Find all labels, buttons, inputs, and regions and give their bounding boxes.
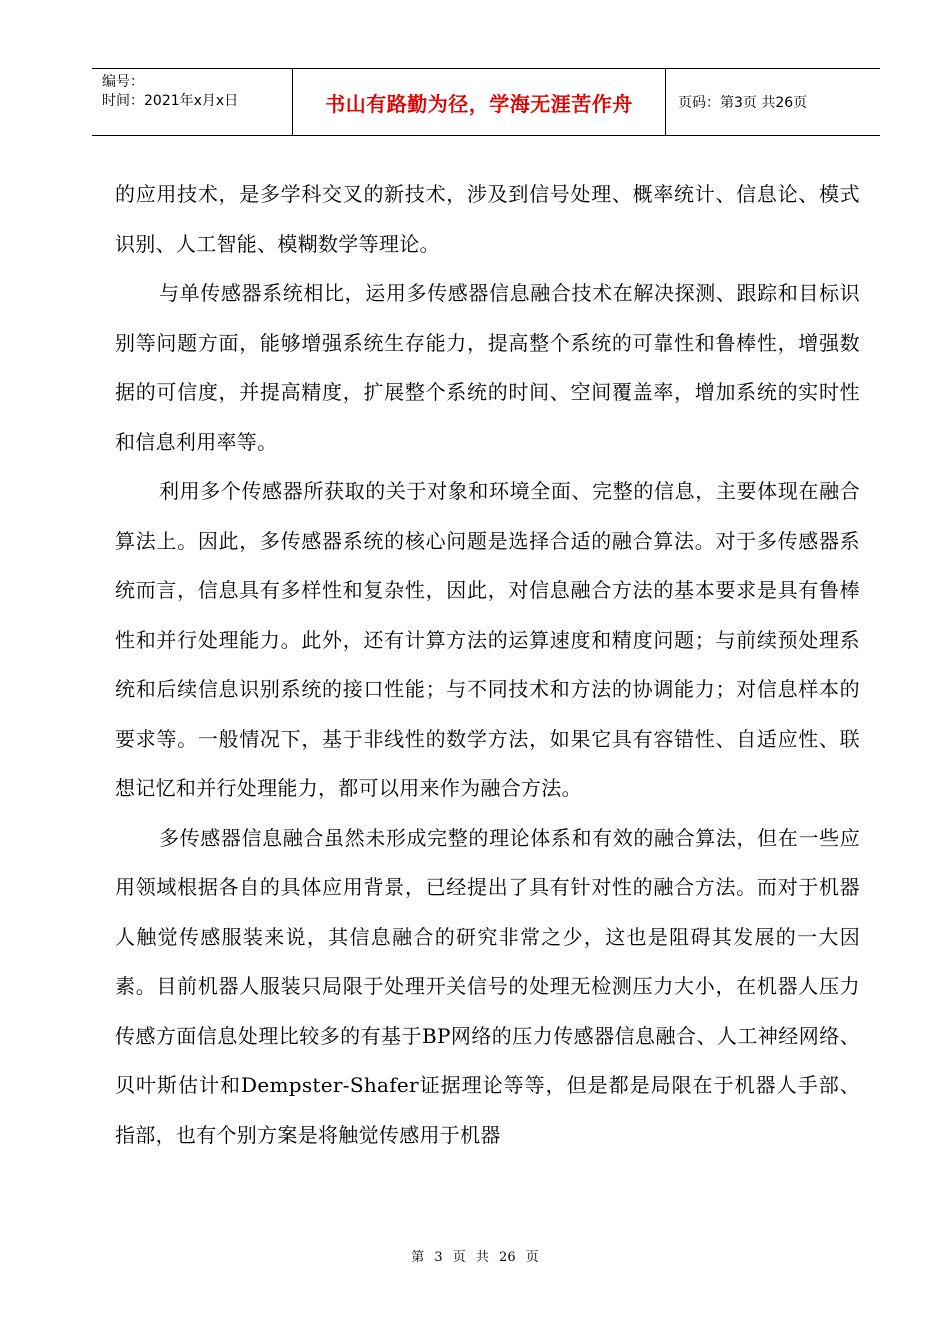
time-label: 时间：2021年x月x日 xyxy=(102,93,239,109)
serial-number-label: 编号： xyxy=(102,74,144,90)
page-header xyxy=(92,68,880,136)
paragraph: 利用多个传感器所获取的关于对象和环境全面、完整的信息，主要体现在融合算法上。因此，多传感器系统的核心问题是选择合适的融合算法。对于多传感器系统而言，信息具有多样性和复杂性，因此，对信息融合方法的基本要求是具有鲁棒性和并行处理能力。此外，还有计算方法的运算速度和精度问题；与前续预处理系统和后续信息识别系统的接口性能；与不同技术和方法的协调能力；对信息样本的要求等。一般情况下，基于非线性的数学方法，如果它具有容错性、自适应性、联想记忆和并行处理能力，都可以用来作为融合方法。 xyxy=(115,479,860,800)
paragraph-continuation: 的应用技术，是多学科交叉的新技术，涉及到信号处理、概率统计、信息论、模式识别、人工智能、模糊数学等理论。 xyxy=(115,182,860,256)
page-footer: 第 3 页 共 26 页 xyxy=(411,1250,539,1265)
header-meta xyxy=(92,69,293,135)
paragraph: 与单传感器系统相比，运用多传感器信息融合技术在解决探测、跟踪和目标识别等问题方面，能够增强系统生存能力，提高整个系统的可靠性和鲁棒性，增强数据的可信度，并提高精度，扩展整个系统的时间、空间覆盖率，增加系统的实时性和信息利用率等。 xyxy=(115,281,860,454)
header-motto: 书山有路勤为径，学海无涯苦作舟 xyxy=(293,69,666,135)
header-page-info: 页码：第3页 共26页 xyxy=(678,95,808,111)
paragraph: 多传感器信息融合虽然未形成完整的理论体系和有效的融合算法，但在一些应用领域根据各自的具体应用背景，已经提出了具有针对性的融合方法。而对于机器人触觉传感服装来说，其信息融合的研究非常之少，这也是阻碍其发展的一大因素。目前机器人服装只局限于处理开关信号的处理无检测压力大小，在机器人压力传感方面信息处理比较多的有基于BP网络的压力传感器信息融合、人工神经网络、贝叶斯估计和Dempster-Shafer证据理论等等，但是都是局限在于机器人手部、指部，也有个别方案是将触觉传感用于机器 xyxy=(115,825,860,1147)
document-body xyxy=(115,170,860,1160)
